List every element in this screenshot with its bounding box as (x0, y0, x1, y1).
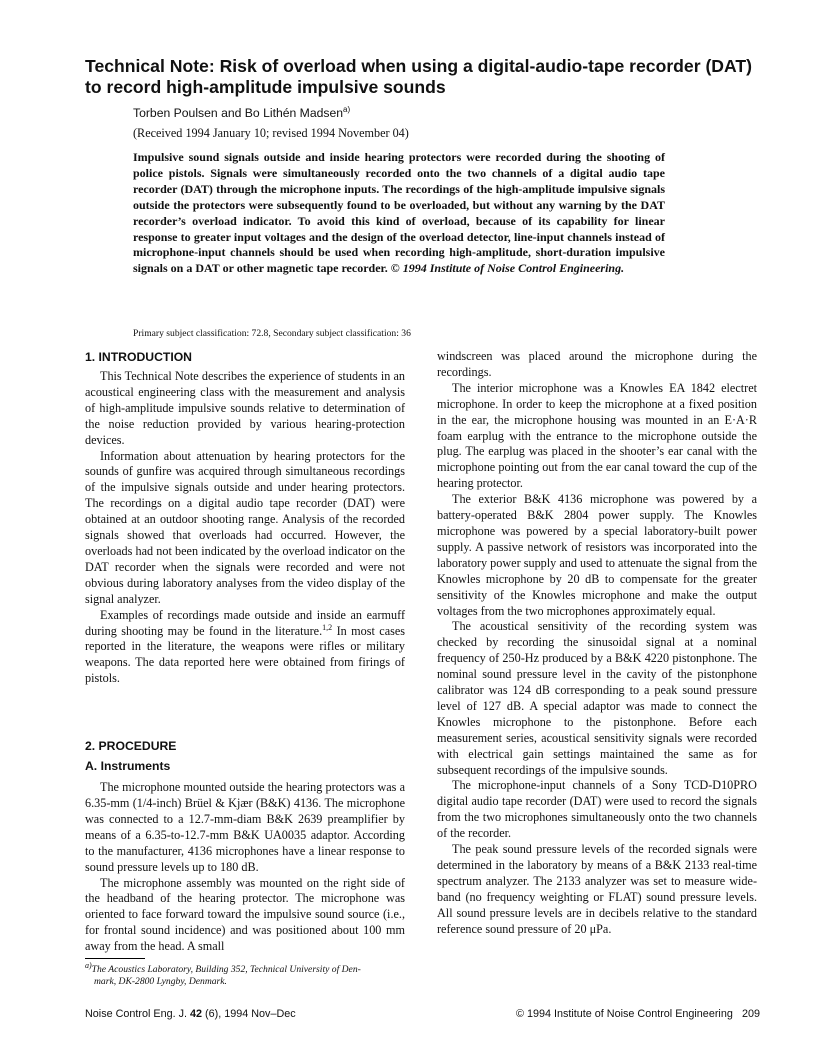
abstract-copyright: © 1994 Institute of Noise Control Engineering. (390, 261, 625, 276)
journal-issue-date: (6), 1994 Nov–Dec (202, 1008, 296, 1020)
left-column (85, 349, 405, 955)
author-affiliation-mark: a) (343, 104, 351, 114)
received-dates: (Received 1994 January 10; revised 1994 November 04) (133, 126, 409, 140)
page-number: 209 (742, 1008, 761, 1020)
reference-marker: 1,2 (322, 622, 333, 632)
subject-classification: Primary subject classification: 72.8, Secondary subject classification: 36 (133, 328, 411, 339)
right-paragraph-continued: windscreen was placed around the microphone during the recordings. (437, 349, 757, 379)
right-paragraph-5: The peak sound pressure levels of the recorded signals were determined in the laboratory by means of a B&K 2133 real-time spectrum analyzer. The 2133 analyzer was set to measure wide-band (no frequency weighting or FLAT) sound pressure levels. All sound pressure levels are in decibels relative to the standard reference sound pressure of 20 μPa. (437, 842, 757, 936)
abstract (133, 150, 665, 277)
journal-volume: 42 (190, 1008, 203, 1020)
intro-paragraph-2: Information about attenuation by hearing protectors for the sounds of gunfire was acquired through simultaneous recordings of the impulsive signals outside and under hearing protectors. The recordings on a digital audio tape recorder (DAT) were obtained at an outdoor shooting range. Analysis of the recorded signals showed that overloads had occurred. However, the overloads had not been indicated by the overload indicator on the DAT recorder when the signals were recorded and were not obvious during laboratory analyses from the video display of the signal analyzer. (85, 448, 405, 606)
subsection-heading-instruments: A. Instruments (85, 759, 171, 774)
intro-paragraph-1: This Technical Note describes the experience of students in an acoustical engineering class with the measurement and analysis of high-amplitude impulsive sounds relative to determination of the noise reduction provided by various hearing-protection devices. (85, 369, 405, 447)
intro-paragraph-3 (85, 608, 405, 688)
footnote-text-a: The Acoustics Laboratory, Building 352, Technical University of Den- (91, 964, 361, 975)
section-heading-procedure: 2. PROCEDURE (85, 739, 177, 754)
right-column (437, 349, 757, 938)
right-paragraph-3: The acoustical sensitivity of the recording system was checked by recording the sinusoidal signal at a nominal frequency of 250-Hz produced by a B&K 4220 pistonphone. The nominal sound pressure level in the cavity of the pistonphone calibrator was 124 dB corresponding to a peak sound pressure level of 127 dB. A special adaptor was made to connect the Knowles microphone to the pistonphone. Before each measurement series, acoustical sensitivity signals were recorded with electrical gain settings maintained the same as for subsequent recordings of the impulsive sounds. (437, 619, 757, 777)
right-paragraph-2: The exterior B&K 4136 microphone was powered by a battery-operated B&K 2804 power supply. The Knowles microphone was powered by a special laboratory-built power supply. A passive network of resistors was incorporated into the laboratory power supply and used to attenuate the signal from the Knowles microphone by 20 dB to compensate for the greater sensitivity of the Knowles microphone and make the output voltages from the two microphones approximately equal. (437, 492, 757, 618)
journal-citation (85, 1008, 296, 1020)
abstract-text: Impulsive sound signals outside and inside hearing protectors were recorded during the shooting of police pistols. Signals were simultaneously recorded onto the two channels of a digital audio tape recorder (DAT) through the microphone inputs. The recordings of the high-amplitude impulsive signals outside the protectors were subsequently found to be overloaded, but without any warning by the DAT recorder’s overload indicator. To avoid this kind of overload, because of its capability for linear response to greater input voltages and the design of the overload detector, line-input channels instead of microphone-input channels should be used when recording high-amplitude, short-duration impulsive signals on a DAT or other magnetic tape recorder. (133, 150, 665, 276)
procedure-paragraph-2: The microphone assembly was mounted on the right side of the headband of the hearing protector. The microphone was oriented to face forward toward the impulsive sound source (i.e., for frontal sound incidence) and was positioned about 100 mm away from the head. A small (85, 875, 405, 954)
right-paragraph-1: The interior microphone was a Knowles EA 1842 electret microphone. In order to keep the microphone at a fixed position in the ear, the microphone housing was mounted in an E·A·R foam earplug with the entrance to the microphone outside the plug. The earplug was placed in the shooter’s ear canal with the microphone pointing out from the ear canal toward the cup of the hearing protector. (437, 380, 757, 491)
procedure-paragraph-1: The microphone mounted outside the hearing protectors was a 6.35-mm (1/4-inch) Brüel & Kjær (B&K) 4136. The microphone was connected to a 12.7-mm-diam B&K 2639 preamplifier by means of a 6.35-to-12.7-mm B&K UA0035 adaptor. According to the manufacturer, 4136 microphones have a linear response to sound pressure levels up to 180 dB. (85, 780, 405, 874)
section-spacer (85, 687, 405, 738)
affiliation-footnote (85, 960, 405, 988)
author-names: Torben Poulsen and Bo Lithén Madsen (133, 106, 344, 120)
intro-paragraph-3-text-a: Examples of recordings made outside and inside an earmuff during shooting may be found in the literature. (85, 607, 405, 638)
section-heading-introduction: 1. INTRODUCTION (85, 350, 192, 364)
right-paragraph-4: The microphone-input channels of a Sony TCD-D10PRO digital audio tape recorder (DAT) were used to record the signals from the two microphones simultaneously onto the two channels of the recorder. (437, 778, 757, 841)
intro-paragraph-3-text-b: In most cases reported in the literature, the weapons were rifles or military weapons. The data reported here were obtained from firings of pistols. (85, 623, 405, 686)
footnote-mark: a) (85, 960, 92, 970)
journal-name: Noise Control Eng. J. (85, 1008, 191, 1020)
footer-copyright: © 1994 Institute of Noise Control Engineering (516, 1008, 733, 1020)
article-title: Technical Note: Risk of overload when using a digital-audio-tape recorder (DAT) to record high-amplitude impulsive sounds (85, 56, 753, 97)
footnote-text-b: mark, DK-2800 Lyngby, Denmark. (94, 976, 227, 987)
footnote-rule (85, 958, 145, 959)
author-line (133, 106, 350, 120)
